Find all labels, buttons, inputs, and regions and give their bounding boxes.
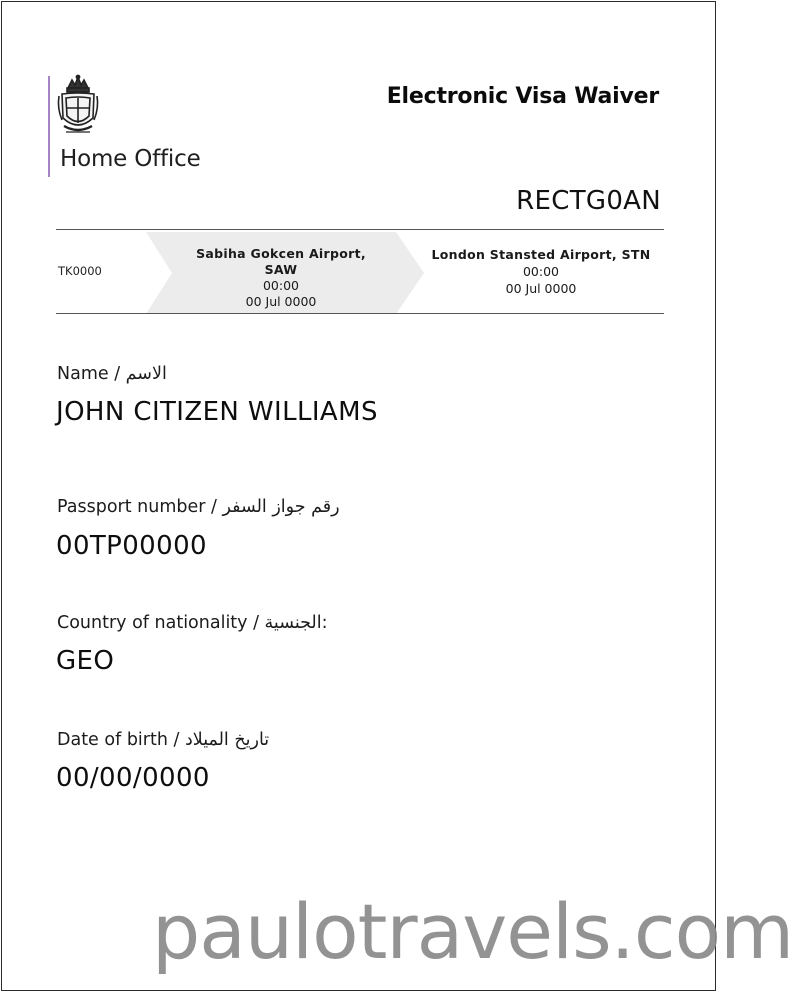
top-divider — [56, 229, 664, 230]
flight-number: TK0000 — [58, 264, 102, 278]
crest-accent-bar — [48, 76, 50, 177]
document-title: Electronic Visa Waiver — [386, 84, 659, 109]
department-name: Home Office — [60, 146, 201, 172]
departure-time: 00:00 — [262, 278, 300, 293]
departure-airport: Sabiha Gokcen Airport, — [196, 246, 366, 261]
watermark-text: paulotravels.com — [152, 887, 793, 976]
reference-number: RECTG0AN — [516, 186, 661, 216]
arrival-time: 00:00 — [522, 264, 560, 279]
arrival-airport: London Stansted Airport, STN — [431, 247, 651, 262]
arrival-date: 00 Jul 0000 — [505, 281, 577, 296]
nationality-label: Country of nationality / الجنسية: — [57, 613, 328, 633]
nationality-value: GEO — [56, 646, 115, 676]
passport-label: Passport number / رقم جواز السفر — [57, 497, 340, 517]
birth-date-value: 00/00/0000 — [56, 763, 210, 793]
passport-value: 00TP00000 — [56, 531, 207, 561]
birth-date-label: Date of birth / تاريخ الميلاد — [57, 730, 270, 750]
departure-info — [196, 246, 366, 310]
visa-waiver-document — [1, 1, 793, 991]
departure-code: SAW — [264, 262, 298, 277]
bottom-divider — [56, 313, 664, 314]
arrival-info — [426, 246, 656, 297]
departure-date: 00 Jul 0000 — [245, 294, 317, 309]
royal-crest-icon — [56, 74, 100, 144]
flight-itinerary — [56, 232, 664, 314]
name-label: Name / الاسم — [57, 364, 167, 384]
name-value: JOHN CITIZEN WILLIAMS — [56, 397, 378, 427]
